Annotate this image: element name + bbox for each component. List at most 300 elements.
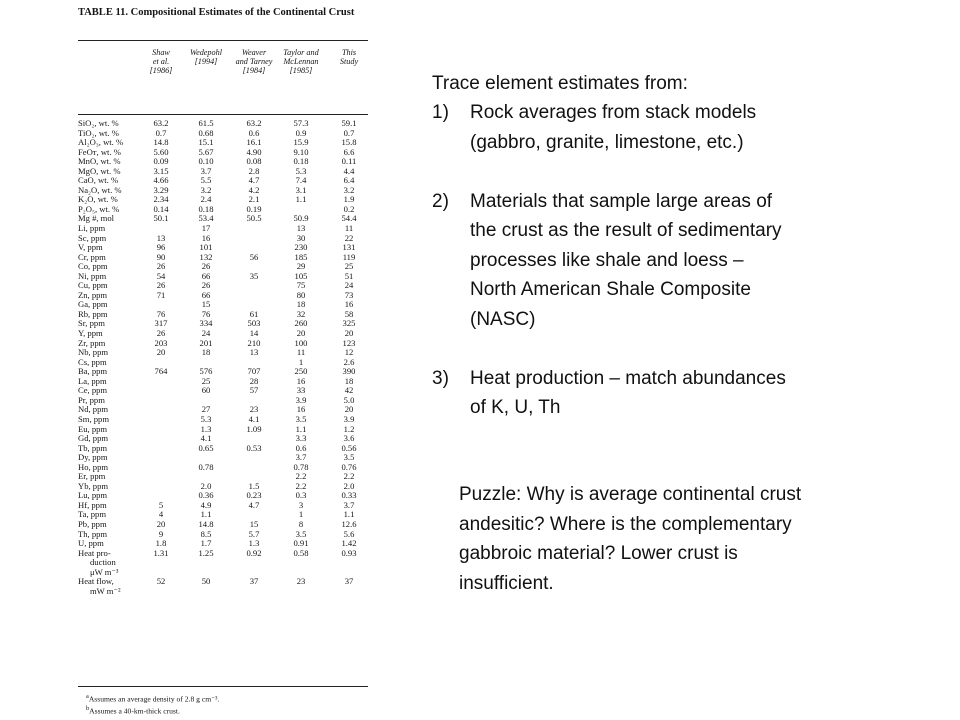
table-cell: 11 bbox=[344, 223, 354, 234]
column-header bbox=[320, 48, 378, 66]
table-cell: 52 bbox=[156, 576, 166, 587]
table-cell: 16 bbox=[296, 375, 306, 386]
table-cell: 0.33 bbox=[341, 490, 357, 501]
table-cell: 9.10 bbox=[293, 146, 309, 157]
table-cell: 14.8 bbox=[153, 137, 169, 148]
column-header-line: Weaver bbox=[241, 48, 267, 57]
intro-text: Trace element estimates from: bbox=[432, 73, 688, 94]
table-cell: 18 bbox=[201, 347, 211, 358]
table-row bbox=[78, 405, 370, 415]
table-cell: 42 bbox=[344, 385, 354, 396]
table-cell: 0.58 bbox=[293, 547, 309, 558]
row-label: Rb, ppm bbox=[78, 308, 108, 319]
table-cell: 325 bbox=[342, 318, 356, 329]
table-row bbox=[78, 195, 370, 205]
table-cell: 5.60 bbox=[153, 146, 169, 157]
table-cell: 0.9 bbox=[295, 127, 307, 138]
table-row bbox=[78, 539, 370, 549]
table-cell: 61 bbox=[249, 308, 259, 319]
table-row bbox=[78, 358, 370, 368]
table-cell: 210 bbox=[247, 337, 261, 348]
table-cell: 2.2 bbox=[343, 471, 355, 482]
list-item-number: 2) bbox=[432, 190, 449, 212]
table-row bbox=[78, 530, 370, 540]
table-cell: 0.93 bbox=[341, 547, 357, 558]
table-cell: 54.4 bbox=[341, 213, 357, 224]
table-cell: 73 bbox=[344, 289, 354, 300]
column-header-line: [1986] bbox=[149, 66, 173, 75]
table-cell: 15.1 bbox=[198, 137, 214, 148]
table-cell: 26 bbox=[156, 328, 166, 339]
table-cell: 50.9 bbox=[293, 213, 309, 224]
table-cell: 13 bbox=[156, 232, 166, 243]
table-cell: 51 bbox=[344, 270, 354, 281]
table-row bbox=[78, 501, 370, 511]
table-cell: 35 bbox=[249, 270, 259, 281]
column-header-line: and Tarney bbox=[235, 57, 273, 66]
table-cell: 5.0 bbox=[343, 394, 355, 405]
table-cell: 0.78 bbox=[293, 461, 309, 472]
table-cell: 15.8 bbox=[341, 137, 357, 148]
table-scan bbox=[78, 2, 378, 718]
row-label: Ta, ppm bbox=[78, 509, 107, 520]
table-cell: 5.3 bbox=[200, 413, 212, 424]
table-cell: 3.2 bbox=[343, 184, 355, 195]
table-cell: 0.18 bbox=[198, 203, 214, 214]
table-cell: 0.65 bbox=[198, 442, 214, 453]
row-label: Cs, ppm bbox=[78, 356, 107, 367]
table-cell: 0.91 bbox=[293, 538, 309, 549]
table-cell: 2.6 bbox=[343, 356, 355, 367]
table-cell: 18 bbox=[344, 375, 354, 386]
table-row bbox=[78, 281, 370, 291]
table-row bbox=[78, 291, 370, 301]
row-label: MgO, wt. % bbox=[78, 165, 121, 176]
table-row bbox=[78, 138, 370, 148]
table-cell: 0.3 bbox=[295, 490, 307, 501]
table-row bbox=[78, 167, 370, 177]
table-cell: 16.1 bbox=[246, 137, 262, 148]
list-item-line: North American Shale Composite bbox=[470, 279, 751, 300]
table-cell: 1.31 bbox=[153, 547, 169, 558]
row-label: Pb, ppm bbox=[78, 518, 107, 529]
table-cell: 101 bbox=[199, 242, 213, 253]
table-cell: 5.5 bbox=[200, 175, 212, 186]
table-row bbox=[78, 186, 370, 196]
table-body bbox=[78, 119, 370, 596]
table-cell: 3.15 bbox=[153, 165, 169, 176]
row-label: Sc, ppm bbox=[78, 232, 107, 243]
row-label: duction bbox=[90, 557, 116, 568]
table-cell: 15 bbox=[201, 299, 211, 310]
table-cell: 123 bbox=[342, 337, 356, 348]
table-cell: 3.5 bbox=[295, 528, 307, 539]
table-cell: 20 bbox=[344, 328, 354, 339]
row-label: Nd, ppm bbox=[78, 404, 109, 415]
table-cell: 100 bbox=[294, 337, 308, 348]
table-cell: 37 bbox=[249, 576, 259, 587]
table-cell: 1.25 bbox=[198, 547, 214, 558]
table-cell: 20 bbox=[296, 328, 306, 339]
table-cell: 1.42 bbox=[341, 538, 357, 549]
row-label: Nb, ppm bbox=[78, 347, 109, 358]
table-cell: 26 bbox=[156, 261, 166, 272]
table-cell: 131 bbox=[342, 242, 356, 253]
table-cell: 0.6 bbox=[248, 127, 260, 138]
table-cell: 37 bbox=[344, 576, 354, 587]
row-label: Gd, ppm bbox=[78, 433, 109, 444]
table-cell: 1.1 bbox=[295, 194, 307, 205]
list-item-line: processes like shale and loess – bbox=[470, 249, 744, 271]
table-cell: 3.7 bbox=[295, 452, 307, 463]
table-cell: 4.90 bbox=[246, 146, 262, 157]
table-cell: 16 bbox=[296, 404, 306, 415]
list-item-line: Materials that sample large areas of bbox=[470, 190, 773, 212]
list-item-line: Heat production – match abundances bbox=[470, 367, 786, 389]
table-cell: 0.56 bbox=[341, 442, 357, 453]
table-row bbox=[78, 434, 370, 444]
table-cell: 576 bbox=[199, 366, 213, 377]
list-item bbox=[432, 187, 952, 335]
row-label: Er, ppm bbox=[78, 471, 106, 482]
table-cell: 0.08 bbox=[246, 156, 262, 167]
table-cell: 20 bbox=[344, 404, 354, 415]
table-row bbox=[78, 453, 370, 463]
table-cell: 24 bbox=[344, 280, 354, 291]
table-cell: 4.7 bbox=[248, 499, 260, 510]
table-cell: 0.68 bbox=[198, 127, 214, 138]
footnote-b: $^b$Assumes a 40-km-thick crust. bbox=[86, 704, 180, 716]
table-cell: 203 bbox=[154, 337, 168, 348]
row-label: La, ppm bbox=[78, 375, 107, 386]
table-cell: 3.9 bbox=[343, 413, 355, 424]
puzzle-line: gabbroic material? Lower crust is bbox=[459, 543, 738, 564]
table-cell: 50.1 bbox=[153, 213, 169, 224]
table-cell: 317 bbox=[154, 318, 168, 329]
table-cell: 1.8 bbox=[155, 538, 167, 549]
table-cell: 26 bbox=[201, 280, 211, 291]
table-cell: 1.9 bbox=[343, 194, 355, 205]
table-row bbox=[78, 329, 370, 339]
table-cell: 4.2 bbox=[248, 184, 260, 195]
table-cell: 260 bbox=[294, 318, 308, 329]
table-cell: 11 bbox=[296, 347, 306, 358]
table-cell: 5.3 bbox=[295, 165, 307, 176]
table-cell: 60 bbox=[201, 385, 211, 396]
table-cell: 54 bbox=[156, 270, 166, 281]
table-row bbox=[78, 310, 370, 320]
table-cell: 4.7 bbox=[248, 175, 260, 186]
table-row bbox=[78, 272, 370, 282]
table-cell: 2.2 bbox=[295, 480, 307, 491]
table-cell: 26 bbox=[201, 261, 211, 272]
table-cell: 201 bbox=[199, 337, 213, 348]
row-label: Hf, ppm bbox=[78, 499, 107, 510]
row-label: Zr, ppm bbox=[78, 337, 106, 348]
row-label: Ga, ppm bbox=[78, 299, 108, 310]
table-cell: 2.1 bbox=[248, 194, 260, 205]
table-cell: 32 bbox=[296, 308, 306, 319]
list-item bbox=[432, 98, 952, 157]
table-cell: 0.7 bbox=[343, 127, 355, 138]
list-item-number: 3) bbox=[432, 367, 449, 389]
row-label: Lu, ppm bbox=[78, 490, 108, 501]
table-row bbox=[78, 396, 370, 406]
table-cell: 50 bbox=[201, 576, 211, 587]
table-row-continuation bbox=[78, 568, 370, 578]
row-label: SiO₂, wt. % bbox=[78, 118, 119, 128]
table-cell: 0.92 bbox=[246, 547, 262, 558]
table-cell: 0.19 bbox=[246, 203, 262, 214]
list-item-line: Rock averages from stack models bbox=[470, 102, 757, 123]
table-cell: 25 bbox=[344, 261, 354, 272]
table-title: TABLE 11. Compositional Estimates of the Continental Crust bbox=[78, 7, 355, 18]
row-label: Y, ppm bbox=[78, 328, 103, 339]
table-row bbox=[78, 425, 370, 435]
list-item-line: of K, U, Th bbox=[470, 397, 561, 418]
row-label: Sm, ppm bbox=[78, 413, 110, 424]
table-cell: 22 bbox=[344, 232, 354, 243]
table-cell: 2.2 bbox=[295, 471, 307, 482]
table-row bbox=[78, 520, 370, 530]
table-cell: 13 bbox=[249, 347, 259, 358]
table-cell: 27 bbox=[201, 404, 211, 415]
table-cell: 5 bbox=[158, 499, 164, 510]
row-label: V, ppm bbox=[78, 242, 103, 253]
table-cell: 80 bbox=[296, 289, 306, 300]
table-cell: 8.5 bbox=[200, 528, 212, 539]
header-rule bbox=[78, 114, 368, 115]
table-cell: 23 bbox=[296, 576, 306, 587]
table-cell: 1.7 bbox=[200, 538, 212, 549]
table-cell: 0.11 bbox=[341, 156, 357, 167]
table-row bbox=[78, 491, 370, 501]
table-cell: 230 bbox=[294, 242, 308, 253]
column-header-line: Taylor and bbox=[283, 48, 319, 57]
puzzle-line: insufficient. bbox=[459, 572, 554, 594]
table-cell: 2.0 bbox=[343, 480, 355, 491]
table-row bbox=[78, 348, 370, 358]
row-label: mW m⁻² bbox=[90, 585, 121, 596]
table-cell: 1 bbox=[298, 356, 304, 367]
table-cell: 3.29 bbox=[153, 184, 169, 195]
table-cell: 0.23 bbox=[246, 490, 262, 501]
table-cell: 18 bbox=[296, 299, 306, 310]
column-header-line: [1994] bbox=[194, 57, 218, 66]
table-row bbox=[78, 214, 370, 224]
table-cell: 8 bbox=[298, 518, 304, 529]
row-label: Eu, ppm bbox=[78, 423, 108, 434]
table-cell: 2.34 bbox=[153, 194, 169, 205]
row-label: Th, ppm bbox=[78, 528, 108, 539]
table-row bbox=[78, 319, 370, 329]
table-row bbox=[78, 205, 370, 215]
row-label: CaO, wt. % bbox=[78, 175, 119, 186]
row-label: Sr, ppm bbox=[78, 318, 105, 329]
table-cell: 1.3 bbox=[248, 538, 260, 549]
table-row bbox=[78, 176, 370, 186]
table-cell: 3.2 bbox=[200, 184, 212, 195]
row-label: Ba, ppm bbox=[78, 366, 108, 377]
table-cell: 0.53 bbox=[246, 442, 262, 453]
table-cell: 5.7 bbox=[248, 528, 260, 539]
table-cell: 12 bbox=[344, 347, 354, 358]
table-cell: 2.4 bbox=[200, 194, 212, 205]
table-row-heat-flow bbox=[78, 577, 370, 587]
row-label: Cr, ppm bbox=[78, 251, 106, 262]
column-header-line: Study bbox=[339, 57, 359, 66]
table-row bbox=[78, 463, 370, 473]
table-cell: 15.9 bbox=[293, 137, 309, 148]
table-cell: 334 bbox=[199, 318, 213, 329]
row-label: Heat pro- bbox=[78, 547, 111, 558]
row-label: P₂O₅, wt. % bbox=[78, 203, 120, 214]
table-cell: 7.4 bbox=[295, 175, 307, 186]
table-row bbox=[78, 482, 370, 492]
table-row bbox=[78, 444, 370, 454]
table-cell: 14 bbox=[249, 328, 259, 339]
table-cell: 58 bbox=[344, 308, 354, 319]
table-cell: 23 bbox=[249, 404, 259, 415]
table-cell: 25 bbox=[201, 375, 211, 386]
row-label: Tb, ppm bbox=[78, 442, 108, 453]
table-cell: 119 bbox=[342, 251, 356, 262]
table-cell: 61.5 bbox=[198, 118, 214, 128]
table-cell: 2.0 bbox=[200, 480, 212, 491]
table-cell: 1.1 bbox=[295, 423, 307, 434]
table-row bbox=[78, 386, 370, 396]
table-cell: 76 bbox=[201, 308, 211, 319]
row-label: Heat flow, bbox=[78, 576, 114, 587]
table-cell: 13 bbox=[296, 223, 306, 234]
table-row-continuation bbox=[78, 558, 370, 568]
table-cell: 3 bbox=[298, 499, 304, 510]
table-cell: 0.10 bbox=[198, 156, 214, 167]
table-cell: 0.18 bbox=[293, 156, 309, 167]
column-header-line: [1985] bbox=[289, 66, 313, 75]
table-cell: 1.1 bbox=[343, 509, 355, 520]
table-cell: 30 bbox=[296, 232, 306, 243]
row-label: Co, ppm bbox=[78, 261, 108, 272]
table-cell: 66 bbox=[201, 270, 211, 281]
column-header-line: This bbox=[341, 48, 357, 57]
table-cell: 53.4 bbox=[198, 213, 214, 224]
table-row-continuation bbox=[78, 587, 370, 597]
table-cell: 71 bbox=[156, 289, 166, 300]
table-cell: 0.7 bbox=[155, 127, 167, 138]
table-cell: 0.76 bbox=[341, 461, 357, 472]
footnote-a: $^a$Assumes an average density of 2.8 g cm⁻³. bbox=[86, 693, 220, 704]
table-cell: 9 bbox=[158, 528, 164, 539]
table-cell: 1.1 bbox=[200, 509, 212, 520]
table-cell: 707 bbox=[247, 366, 261, 377]
table-cell: 764 bbox=[154, 366, 168, 377]
table-cell: 12.6 bbox=[341, 518, 357, 529]
list-item-number: 1) bbox=[432, 102, 449, 123]
table-cell: 29 bbox=[296, 261, 306, 272]
table-cell: 2.8 bbox=[248, 165, 260, 176]
table-cell: 185 bbox=[294, 251, 308, 262]
table-cell: 20 bbox=[156, 518, 166, 529]
table-cell: 50.5 bbox=[246, 213, 262, 224]
table-cell: 1 bbox=[298, 509, 304, 520]
row-label: Pr, ppm bbox=[78, 394, 105, 405]
table-cell: 33 bbox=[296, 385, 306, 396]
table-cell: 6.4 bbox=[343, 175, 355, 186]
table-cell: 63.2 bbox=[153, 118, 169, 128]
column-header-line: Wedepohl bbox=[190, 48, 222, 57]
table-row bbox=[78, 253, 370, 263]
table-cell: 132 bbox=[199, 251, 213, 262]
row-label: Dy, ppm bbox=[78, 452, 108, 463]
column-header-line: et al. bbox=[152, 57, 170, 66]
table-cell: 57.3 bbox=[293, 118, 309, 128]
row-label: Cu, ppm bbox=[78, 280, 108, 291]
table-cell: 1.3 bbox=[200, 423, 212, 434]
row-label: Ce, ppm bbox=[78, 385, 108, 396]
table-cell: 4.66 bbox=[153, 175, 169, 186]
table-cell: 24 bbox=[201, 328, 211, 339]
table-cell: 76 bbox=[156, 308, 166, 319]
row-label: K₂O, wt. % bbox=[78, 194, 118, 205]
list-item-line: (NASC) bbox=[470, 308, 536, 330]
table-cell: 0.2 bbox=[343, 203, 355, 214]
table-cell: 5.6 bbox=[343, 528, 355, 539]
table-row bbox=[78, 367, 370, 377]
table-cell: 6.6 bbox=[343, 146, 355, 157]
list-item-line: the crust as the result of sedimentary bbox=[470, 220, 782, 241]
column-header-line: Shaw bbox=[152, 48, 170, 57]
table-footnotes bbox=[86, 692, 219, 715]
table-cell: 16 bbox=[201, 232, 211, 243]
puzzle-line: Puzzle: Why is average continental crust bbox=[459, 484, 802, 505]
table-cell: 59.1 bbox=[341, 118, 357, 128]
table-cell: 15 bbox=[249, 518, 259, 529]
table-cell: 250 bbox=[294, 366, 308, 377]
table-cell: 503 bbox=[247, 318, 261, 329]
table-cell: 3.9 bbox=[295, 394, 307, 405]
column-header-line: [1984] bbox=[242, 66, 266, 75]
row-label: Mg #, mol bbox=[78, 213, 115, 224]
table-cell: 0.14 bbox=[153, 203, 169, 214]
table-row bbox=[78, 415, 370, 425]
puzzle-text bbox=[459, 480, 919, 598]
table-top-rule bbox=[78, 40, 368, 41]
table-row bbox=[78, 549, 370, 559]
table-cell: 4.1 bbox=[248, 413, 260, 424]
table-cell: 4.1 bbox=[200, 433, 212, 444]
row-label: Al₂O₃, wt. % bbox=[78, 137, 124, 148]
table-cell: 0.36 bbox=[198, 490, 214, 501]
table-cell: 1.2 bbox=[343, 423, 355, 434]
row-label: Na₂O, wt. % bbox=[78, 184, 122, 195]
table-cell: 5.67 bbox=[198, 146, 214, 157]
row-label: Ho, ppm bbox=[78, 461, 109, 472]
table-cell: 390 bbox=[342, 366, 356, 377]
table-row bbox=[78, 157, 370, 167]
table-cell: 14.8 bbox=[198, 518, 214, 529]
table-cell: 90 bbox=[156, 251, 166, 262]
table-cell: 96 bbox=[156, 242, 166, 253]
table-cell: 75 bbox=[296, 280, 306, 291]
table-cell: 4 bbox=[158, 509, 164, 520]
list-item-line: (gabbro, granite, limestone, etc.) bbox=[470, 131, 744, 153]
table-cell: 0.09 bbox=[153, 156, 169, 167]
table-cell: 3.3 bbox=[295, 433, 307, 444]
table-cell: 3.6 bbox=[343, 433, 355, 444]
table-cell: 56 bbox=[249, 251, 259, 262]
row-label: μW m⁻³ bbox=[90, 566, 119, 577]
